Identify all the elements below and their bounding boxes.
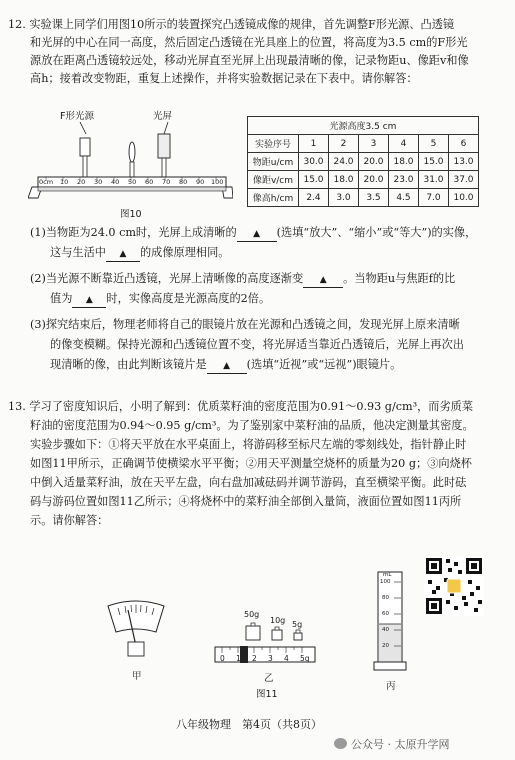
cell: 4 — [389, 135, 419, 153]
q12-line-1: 12. 实验课上同学们用图10所示的装置探究凸透镜成像的规律，首先调整F形光源、凸透镜 — [8, 18, 455, 31]
figure-11-caption: 图11 — [256, 689, 278, 700]
tick-label: 40 — [111, 178, 120, 186]
cell: 4.5 — [389, 189, 419, 207]
weights-drawing — [214, 622, 324, 642]
cell: 30.0 — [299, 153, 329, 171]
answer-blank[interactable]: ▲ — [72, 293, 106, 308]
tick-label: 80 — [382, 595, 389, 601]
tick-label: 90 — [196, 178, 205, 186]
q13-line-7: 示。请你解答： — [30, 514, 109, 527]
tick-label: 5g — [300, 654, 310, 663]
q13-line-4: 如图11甲所示，正确调节使横梁水平平衡；②用天平测量空烧杯的质量为20 g；③向烧杯 — [30, 457, 472, 470]
cell: 5 — [419, 135, 449, 153]
tick-label: 100 — [380, 579, 391, 585]
row-label: 物距u/cm — [248, 153, 299, 171]
answer-blank[interactable]: ▲ — [106, 247, 140, 262]
q13-line-3: 实验步骤如下：①将天平放在水平桌面上，将游码移至标尺左端的零刻线处，指针静止时 — [30, 438, 467, 451]
tick-label: 4 — [284, 654, 289, 663]
cell: 10.0 — [449, 189, 479, 207]
q12-sub3-line3: 现清晰的像，由此判断该镜片是 ▲ (选填“近视”或“远视”)眼镜片。 — [50, 358, 401, 374]
q12-sub2-line1: (2)当光源不断靠近凸透镜，光屏上清晰像的高度逐渐变 ▲ 。当物距u与焦距f的比 — [30, 272, 455, 288]
q13-line-1: 13. 学习了密度知识后，小明了解到：优质菜籽油的密度范围为0.91～0.93 g/cm³，而劣质菜 — [8, 400, 474, 413]
table-row — [248, 171, 479, 189]
cell: 24.0 — [329, 153, 359, 171]
tick-label: 60 — [145, 178, 154, 186]
experiment-data-table — [247, 116, 479, 207]
tick-label: 3 — [268, 654, 273, 663]
q12-sub1-line2: 这与生活中 ▲ 的成像原理相同。 — [50, 246, 229, 262]
q12-line-3: 源放在距离凸透镜较远处，移动光屏直至光屏上出现最清晰的像，记录物距u、像距v和像 — [30, 54, 469, 67]
cylinder-unit: mL — [383, 572, 392, 578]
tick-label: 50 — [128, 178, 137, 186]
cell: 6 — [449, 135, 479, 153]
q13-line-6: 码与游码位置如图11乙所示；④将烧杯中的菜籽油全部倒入量筒，液面位置如图11丙所 — [30, 495, 462, 508]
weight-label-50g: 50g — [244, 610, 260, 619]
tick-label: 20 — [77, 178, 86, 186]
cell: 18.0 — [389, 153, 419, 171]
watermark: 公众号 · 太原升学网 — [351, 738, 450, 751]
table-title: 光源高度3.5 cm — [248, 117, 479, 135]
cell: 37.0 — [449, 171, 479, 189]
q12-intro — [8, 18, 508, 88]
q13-line-5: 中倒入适量菜籽油，放在天平左盘，向右盘加减砝码并调节游码，直至横梁平衡。此时砝 — [30, 476, 467, 489]
q13-line-2: 籽油的密度范围为0.94～0.95 g/cm³。为了鉴别家中菜籽油的品质，他决定测量其密度。 — [30, 419, 474, 432]
weight-label-5g: 5g — [292, 620, 303, 629]
q12-subquestions — [30, 226, 510, 386]
cell: 2.4 — [299, 189, 329, 207]
q12-sub3-line2: 的像变模糊。保持光源和凸透镜位置不变，将光屏适当靠近凸透镜后，光屏上再次出 — [50, 338, 464, 351]
table-row — [248, 135, 479, 153]
cell: 1 — [299, 135, 329, 153]
qr-code — [424, 556, 484, 616]
tick-label: 0 — [220, 654, 225, 663]
balance-pointer-dial — [104, 598, 168, 658]
figure-10 — [28, 108, 233, 218]
q13-body — [8, 400, 513, 540]
tick-label: 0cm — [39, 178, 54, 186]
tick-label: 30 — [94, 178, 103, 186]
q12-sub2-line2: 值为 ▲ 时，实像高度是光源高度的2倍。 — [50, 292, 270, 308]
q12-line-4: 高h；接着改变物距，重复上述操作，并将实验数据记录在下表中。请你解答： — [30, 72, 418, 85]
row-label: 像高h/cm — [248, 189, 299, 207]
cell: 31.0 — [419, 171, 449, 189]
table-row — [248, 189, 479, 207]
cell: 3.0 — [329, 189, 359, 207]
tick-label: 100 — [211, 178, 224, 186]
bench-scale-labels — [38, 178, 233, 188]
label-bing: 丙 — [386, 681, 396, 692]
tick-label: 10 — [60, 178, 69, 186]
cell: 7.0 — [419, 189, 449, 207]
cell: 18.0 — [329, 171, 359, 189]
cell: 23.0 — [389, 171, 419, 189]
tick-label: 40 — [382, 627, 389, 633]
row-label: 像距v/cm — [248, 171, 299, 189]
tick-label: 60 — [382, 611, 389, 617]
q12-line-2: 和光屏的中心在同一高度，然后固定凸透镜在光具座上的位置，将高度为3.5 cm的F形光 — [30, 36, 468, 49]
answer-blank[interactable]: ▲ — [237, 227, 277, 242]
cell: 3.5 — [359, 189, 389, 207]
figure-10-caption: 图10 — [120, 209, 142, 220]
tick-label: 80 — [179, 178, 188, 186]
q12-sub3-line1: (3)探究结束后，物理老师将自己的眼镜片放在光源和凸透镜之间，发现光屏上原来清晰 — [30, 318, 460, 331]
label-light-screen: 光屏 — [153, 111, 173, 122]
tick-label: 70 — [162, 178, 171, 186]
cell: 20.0 — [359, 171, 389, 189]
wechat-icon — [334, 738, 347, 749]
tick-label: 20 — [382, 643, 389, 649]
q12-sub1-line1: (1)当物距为24.0 cm时，光屏上成清晰的 ▲ (选填“放大”、“缩小”或“等大”)的实像， — [30, 226, 476, 242]
cell: 2 — [329, 135, 359, 153]
page-footer: 八年级物理 第4页（共8页） — [176, 718, 322, 731]
table-row — [248, 153, 479, 171]
row-label: 实验序号 — [248, 135, 299, 153]
cell: 15.0 — [299, 171, 329, 189]
tick-label: 1 — [236, 654, 241, 663]
label-yi: 乙 — [264, 673, 274, 684]
cylinder-scale-labels — [380, 572, 398, 662]
label-f-light-source: F形光源 — [60, 111, 94, 122]
cell: 13.0 — [449, 153, 479, 171]
cell: 3 — [359, 135, 389, 153]
answer-blank[interactable]: ▲ — [207, 359, 247, 374]
tick-label: 2 — [252, 654, 257, 663]
label-jia: 甲 — [132, 671, 142, 682]
cell: 20.0 — [359, 153, 389, 171]
optical-bench-diagram — [28, 120, 233, 200]
cell: 15.0 — [419, 153, 449, 171]
scale-tick-labels — [214, 654, 324, 664]
answer-blank[interactable]: ▲ — [303, 273, 343, 288]
graduated-cylinder — [370, 570, 410, 674]
weight-label-10g: 10g — [270, 616, 286, 625]
